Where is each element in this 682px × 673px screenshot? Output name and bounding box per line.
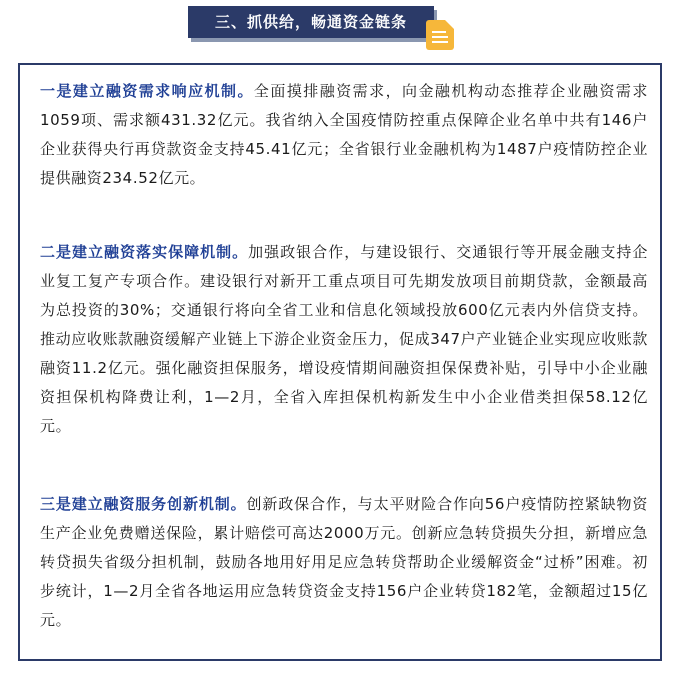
document-icon-line xyxy=(432,36,448,38)
document-icon-line xyxy=(432,31,446,33)
paragraph-1-body: 全面摸排融资需求，向金融机构动态推荐企业融资需求1059项、需求额431.32亿元。我省纳入全国疫情防控重点保障企业名单中共有146户企业获得央行再贷款资金支持45.41亿元；全省银行业金融机构为1487户疫情防控企业提供融资234.52亿元。 xyxy=(40,82,648,187)
document-icon xyxy=(426,20,454,50)
section-title: 三、抓供给，畅通资金链条 xyxy=(188,6,434,38)
document-icon-fold xyxy=(445,20,454,29)
document-icon-line xyxy=(432,41,448,43)
paragraph-2 xyxy=(40,238,648,441)
paragraph-2-body: 加强政银合作，与建设银行、交通银行等开展金融支持企业复工复产专项合作。建设银行对新开工重点项目可先期发放项目前期贷款，金额最高为总投资的30%；交通银行将向全省工业和信息化领域投放600亿元表内外信贷支持。推动应收账款融资缓解产业链上下游企业资金压力，促成347户产业链企业实现应收账款融资11.2亿元。强化融资担保服务，增设疫情期间融资担保保费补贴，引导中小企业融资担保机构降费让利，1—2月，全省入库担保机构新发生中小企业借类担保58.12亿元。 xyxy=(40,243,648,435)
paragraph-1-lead: 一是建立融资需求响应机制。 xyxy=(40,82,254,100)
paragraph-3 xyxy=(40,490,648,635)
paragraph-2-lead: 二是建立融资落实保障机制。 xyxy=(40,243,249,261)
paragraph-3-body: 创新政保合作，与太平财险合作向56户疫情防控紧缺物资生产企业免费赠送保险，累计赔偿可高达2000万元。创新应急转贷损失分担，新增应急转贷损失省级分担机制，鼓励各地用好用足应急转贷帮助企业缓解资金“过桥”困难。初步统计，1—2月全省各地运用应急转贷资金支持156户企业转贷182笔，金额超过15亿元。 xyxy=(40,495,648,629)
paragraph-1 xyxy=(40,77,648,193)
section-header xyxy=(188,6,440,44)
paragraph-3-lead: 三是建立融资服务创新机制。 xyxy=(40,495,247,513)
